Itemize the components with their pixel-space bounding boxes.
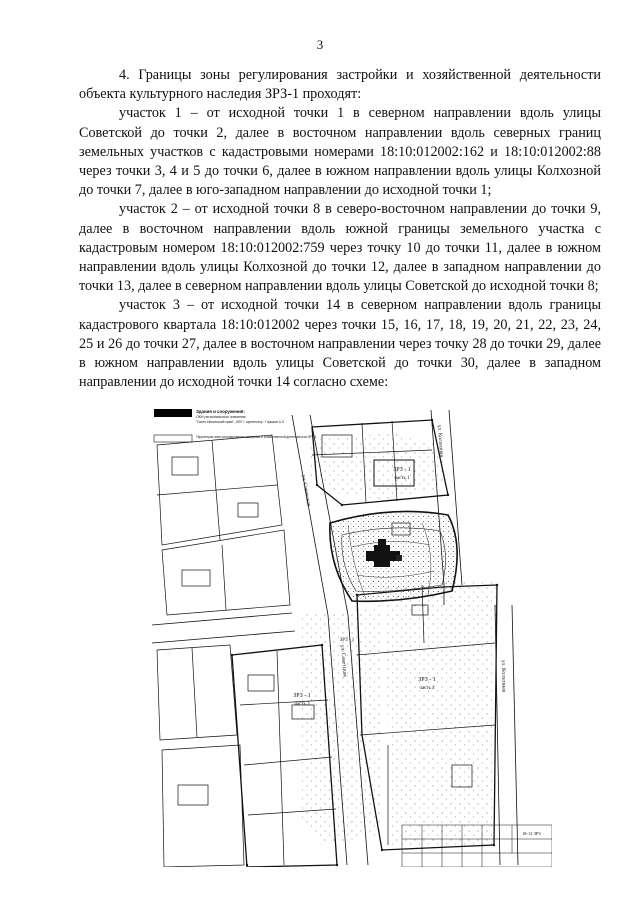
- zone-1-part-label: часть 1: [394, 476, 410, 481]
- zone-2-label: ЗРЗ - 1: [418, 677, 436, 683]
- legend-item-okn-desc: "Свято-Никольский храм", 1907 г. архитектор - Горшков А.Л.: [196, 420, 285, 424]
- paragraph-section-3: участок 3 – от исходной точки 14 в северном направлении вдоль границы кадастрового квартала 18:10:012002 через точки 15, 16, 17, 18, 19, 20, 21, 22, 23, 24, 25 и 26 до точки 27, далее в восточном направлении через точку 28 до точки 29, далее в южном направлении вдоль улицы Советской до точки 30, далее в западном направлении до исходной точки 14 согласно схеме:: [79, 297, 601, 391]
- kolkhoznaya-street-south-east: [512, 605, 518, 865]
- legend-okn-swatch: [154, 409, 192, 417]
- street-label-kolkhoznaya-north: ул. Колхозная: [436, 424, 445, 458]
- document-body: [79, 66, 601, 392]
- legend-item-okn: ОКН регионального значения:: [196, 415, 247, 419]
- zone-3-part-label: часть 3: [294, 702, 310, 707]
- zone-2-part-label: часть 2: [419, 686, 435, 691]
- street-label-sovetskaya-south: ул. Советская: [339, 644, 348, 677]
- legend-zone-swatch: [154, 435, 192, 442]
- street-label-kolkhoznaya-south: ул. Колхозная: [500, 659, 507, 693]
- paragraph-intro: 4. Границы зоны регулирования застройки и хозяйственной деятельности объекта культурного наследия ЗРЗ-1 проходят:: [79, 67, 601, 103]
- zone-scheme-map: [152, 405, 552, 867]
- page-number: 3: [316, 37, 324, 52]
- legend-item-zone: Территория зоны регулирования застройки и хозяйственной деятельности ЗРЗ-1: [196, 435, 317, 439]
- zone-1-label: ЗРЗ - 1: [393, 467, 411, 473]
- street-label-sovetskaya-north: ул. Советская: [300, 474, 312, 507]
- zone-mid-label: ЗРЗ - 1: [339, 638, 355, 643]
- paragraph-section-1: участок 1 – от исходной точки 1 в северном направлении вдоль улицы Советской до точки 2, далее в восточном направлении вдоль северных границ земельных участков с кадастровыми номерами 18:10:012002:162 и 18:10:012002:88 через точки 3, 4 и 5 до точки 6, далее в южном направлении вдоль улицы Колхозной до точки 7, далее в юго-западном направлении до исходной точки 1;: [79, 105, 601, 199]
- cross-street-south-edge: [152, 631, 295, 643]
- paragraph-section-2: участок 2 – от исходной точки 8 в северо-восточном направлении до точки 9, далее в восточном направлении вдоль южной границы земельного участка с кадастровым номером 18:10:012002:759 через точку 10 до точки 11, далее в южном направлении вдоль улицы Колхозной до точки 12, далее в западном направлении до точки 13, далее в северном направлении вдоль улицы Советской до исходной точки 8;: [79, 201, 601, 295]
- legend: [154, 409, 317, 442]
- title-block-code: 18-12 ЗРЗ: [522, 831, 541, 836]
- legend-title: Здания и сооружения:: [196, 409, 245, 414]
- zone-3-label: ЗРЗ - 1: [293, 693, 311, 699]
- church-territory: [330, 511, 457, 601]
